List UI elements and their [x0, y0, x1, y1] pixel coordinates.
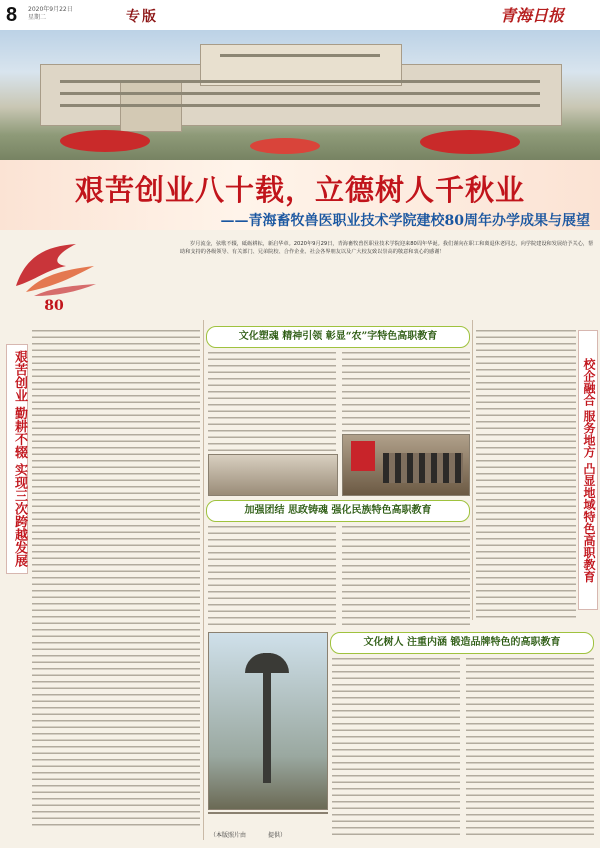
group-photo [342, 434, 470, 496]
page-title: 艰苦创业八十载，立德树人千秋业 [74, 173, 525, 207]
right-column-text [476, 330, 576, 620]
column-divider-left [203, 320, 204, 840]
left-vertical-heading: 艰苦创业 勤耕不辍 实现三次跨越发展 [6, 344, 28, 574]
photo-credit-left: （本版照片由 [210, 832, 247, 839]
section-culture-text-col2 [342, 352, 470, 432]
date-text: 2020年9月22日 [28, 6, 73, 13]
flame-80-icon [6, 236, 102, 316]
section-heading-brand: 文化树人 注重内涵 锻造品牌特色的高职教育 [330, 632, 594, 654]
logo-number: 80 [44, 298, 64, 314]
intro-paragraph: 岁月流金，弦歌不辍，砥砺耕耘，新启华章。2020年9月29日，青海畜牧兽医职业技术学院迎来80周年华诞。我们谨向在职工和离退休老同志，向学院建设和发展给予关心，帮助和支持的各级领导、有关部门、兄弟院校、合作企业、社会各界朋友以及广大校友致以崇高的敬意和衷心的感谢！ [180, 241, 594, 255]
newspaper-logo: 青海日报 [500, 6, 565, 25]
meeting-photo [208, 454, 338, 496]
section-heading-culture: 文化塑魂 精神引领 彰显“农”字特色高职教育 [206, 326, 470, 348]
anniversary-logo [6, 236, 102, 316]
section-brand-text-col2 [466, 658, 594, 838]
section-heading-unity: 加强团结 思政铸魂 强化民族特色高职教育 [206, 500, 470, 522]
weekday-text: 星期二 [28, 14, 47, 21]
photo-credit-right: 提供） [267, 832, 286, 839]
photo-credit [210, 830, 330, 839]
date-line [28, 6, 73, 22]
sculpture-photo [208, 632, 328, 810]
page-subtitle: ——青海畜牧兽医职业技术学院建校80周年办学成果与展望 [220, 213, 590, 229]
section-culture-text-col1 [208, 352, 336, 452]
column-divider-right [472, 320, 473, 620]
campus-hero-photo [0, 30, 600, 170]
section-unity-text-col1 [208, 526, 336, 626]
section-unity-text-col2 [342, 526, 470, 626]
right-vertical-heading: 校企融合 服务地方 凸显地域特色高职教育 [578, 330, 598, 610]
page-number: 8 [6, 4, 18, 26]
section-label: 专版 [126, 9, 158, 25]
training-photo [208, 812, 328, 814]
left-column-text [32, 330, 200, 830]
section-brand-text-col1 [332, 658, 460, 838]
